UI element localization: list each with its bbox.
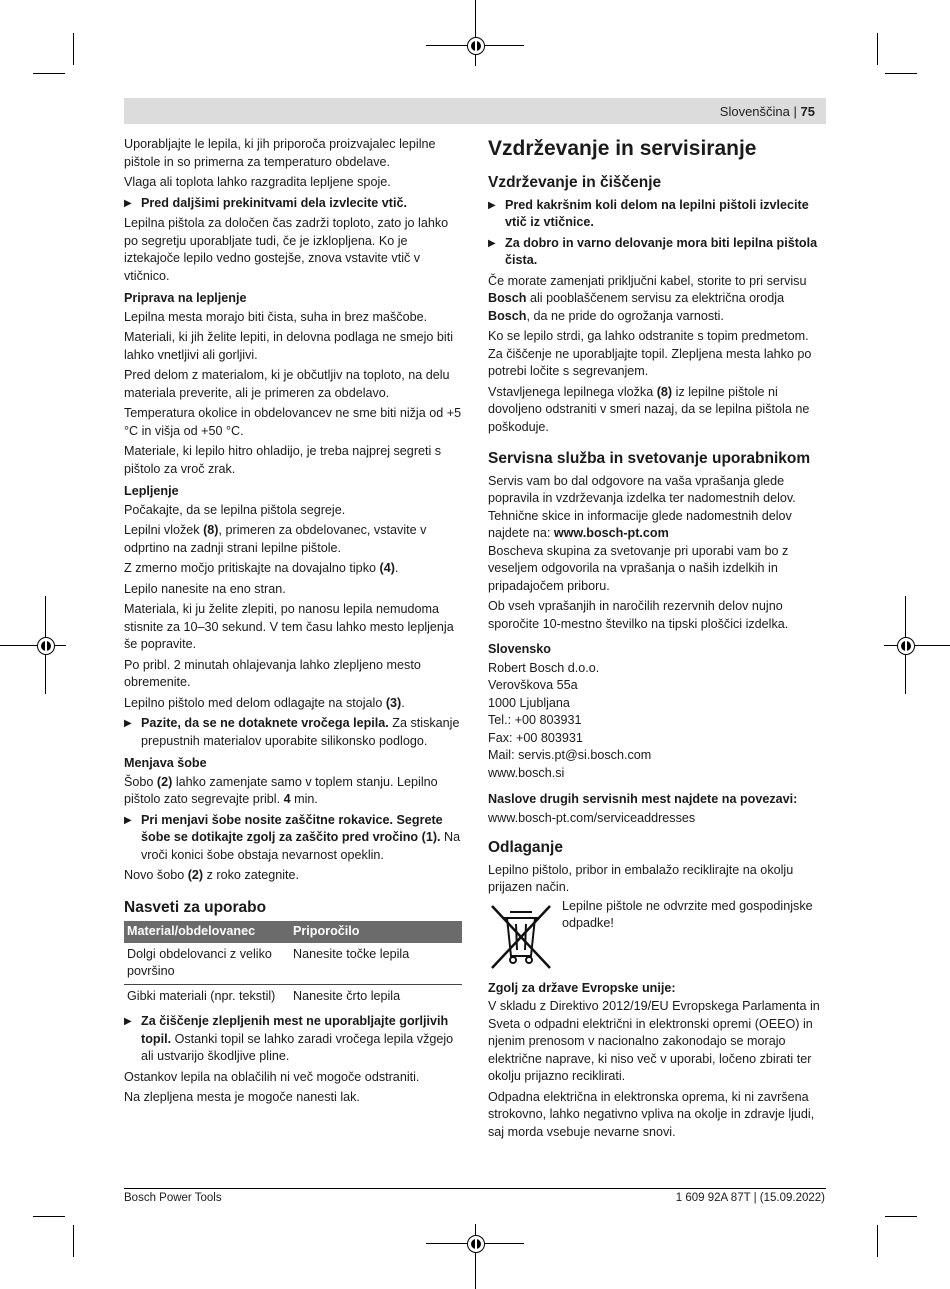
section-heading: Priprava na lepljenje (124, 291, 247, 305)
service-link[interactable]: www.bosch-pt.com (553, 526, 669, 540)
address-line[interactable]: www.bosch.si (488, 765, 565, 780)
section-heading: Lepljenje (124, 484, 179, 498)
address-block (488, 660, 826, 783)
table-row (124, 984, 462, 1008)
section-heading: Vzdrževanje in čiščenje (488, 174, 662, 191)
table-header-cell: Priporočilo (290, 921, 462, 943)
address-line: Verovškova 55a (488, 678, 578, 692)
section-heading: Nasveti za uporabo (124, 898, 267, 916)
paragraph: Ob vseh vprašanjih in naročilih rezervnih delov nujno sporočite 10-mestno številko na tipski ploščici izdelka. (488, 599, 789, 631)
paragraph: Uporabljajte le lepila, ki jih priporoča proizvajalec lepilne pištole in so primerna za temperaturo obdelave. (124, 137, 436, 169)
paragraph: Materiala, ki ju želite zlepiti, po nanosu lepila nemudoma stisnite za 10–30 sekund. V tem času lahko mesto lepljenja še popravite. (124, 602, 454, 651)
paragraph: Če morate zamenjati priključni kabel, storite to pri servisu Bosch ali pooblaščenem servisu za električna orodja Bosch, da ne pride do ogrožanja varnosti. (488, 273, 807, 323)
section-heading: Servisna služba in svetovanje uporabnikom (488, 450, 811, 467)
paragraph: Lepilno pištolo med delom odlagajte na stojalo (3). (124, 695, 405, 710)
paragraph: Boscheva skupina za svetovanje pri uporabi vam bo z veseljem odgovorila na vprašanja o naših izdelkih in pripadajočem priboru. (488, 543, 789, 593)
table-row (124, 943, 462, 985)
warning-bullet: ▶ Za dobro in varno delovanje mora biti lepilna pištola čista. (488, 235, 818, 267)
address-line: Fax: +00 803931 (488, 730, 583, 745)
paragraph: Ko se lepilo strdi, ga lahko odstranite s topim predmetom. Za čiščenje ne uporabljajte topil. Zlepljena mesta lahko po potrebi ločite s segrevanjem. (488, 329, 812, 378)
table-cell: Dolgi obdelovanci z veliko površino (124, 943, 290, 985)
warning-bullet: ▶ Pred kakršnim koli delom na lepilni pištoli izvlecite vtič iz vtičnice. (488, 197, 809, 229)
paragraph: Materiale, ki lepilo hitro ohladijo, je treba najprej segreti s pištolo za vroč zrak. (124, 444, 442, 476)
page-number: 75 (800, 104, 815, 119)
table-cell: Gibki materiali (npr. tekstil) (127, 988, 276, 1003)
section-heading: Odlaganje (488, 839, 563, 856)
section-heading: Naslove drugih servisnih mest najdete na povezavi: (488, 792, 798, 806)
weee-notice (488, 900, 826, 970)
footer-brand: Bosch Power Tools (124, 1192, 222, 1204)
paragraph: Materiali, ki jih želite lepiti, in delovna podlaga ne smejo biti lahko vnetljivi ali gorljivi. (124, 330, 454, 362)
warning-bullet: ▶ Pred daljšimi prekinitvami dela izvlecite vtič. (124, 195, 462, 213)
paragraph: Šobo (2) lahko zamenjate samo v toplem stanju. Lepilno pištolo zato segrevajte pribl. 4 min. (124, 774, 438, 806)
header-language: Slovenščina (719, 104, 790, 119)
registration-mark-icon (467, 37, 485, 55)
weee-text: Lepilne pištole ne odvrzite med gospodinjske odpadke! (562, 898, 813, 930)
paragraph: Novo šobo (2) z roko zategnite. (124, 868, 300, 882)
paragraph: Lepilna mesta morajo biti čista, suha in brez maščobe. (124, 309, 428, 324)
warning-bullet: ▶ Pazite, da se ne dotaknete vročega lepila. Za stiskanje prepustnih materialov uporabite silikonsko podlogo. (124, 716, 460, 748)
page-header (720, 104, 815, 119)
table-header-row (124, 921, 462, 943)
paragraph: Lepilni vložek (8), primeren za obdelovanec, vstavite v odprtino na zadnji strani lepilne pištole. (124, 523, 427, 555)
left-column (124, 136, 462, 1110)
paragraph: Lepilna pištola za določen čas zadrži toploto, zato jo lahko po segretju uporabljate tudi, če je izklopljena. Ko je iztekajoče lepilo vedno gostejše, znova vstavite vtič v vtičnico. (124, 216, 449, 283)
triangle-right-icon: ▶ (124, 1016, 132, 1027)
footer-doc-number: 1 609 92A 87T | (15.09.2022) (675, 1192, 825, 1204)
triangle-right-icon: ▶ (124, 718, 132, 729)
registration-mark-icon (37, 637, 55, 655)
paragraph: Odpadna električna in elektronska oprema, ki ni završena strokovno, lahko negativno vpliva na okolje in zdravje ljudi, saj morda vsebuje nevarne snovi. (488, 1089, 815, 1139)
address-line: Tel.: +00 803931 (488, 713, 582, 727)
registration-mark-icon (897, 637, 915, 655)
crossed-bin-icon (488, 900, 554, 970)
paragraph: Z zmerno močjo pritiskajte na dovajalno tipko (4). (124, 561, 399, 575)
section-heading: Menjava šobe (124, 756, 207, 770)
paragraph: Servis vam bo dal odgovore na vaša vprašanja glede popravila in vzdrževanja izdelka ter nadomestnih delov. Tehnične skice in informacije glede nadomestnih delov najdete na: www.bosch-pt.com (488, 473, 796, 540)
address-line: 1000 Ljubljana (488, 695, 570, 710)
paragraph: Pred delom z materialom, ki je občutljiv na toploto, na delu materiala preverite, ali je primeren za obdelavo. (124, 368, 450, 400)
table-cell: Nanesite črto lepila (293, 988, 401, 1003)
address-line[interactable]: Mail: servis.pt@si.bosch.com (488, 748, 652, 762)
warning-bullet: ▶ Pri menjavi šobe nosite zaščitne rokavice. Segrete šobe se dotikajte zgolj za zaščito pred vročino (1). Na vroči konici šobe obstaja nevarnost opeklin. (124, 812, 461, 862)
triangle-right-icon: ▶ (124, 814, 132, 826)
service-addresses-link[interactable]: www.bosch-pt.com/serviceaddresses (488, 810, 696, 825)
header-separator: | (793, 104, 797, 119)
triangle-right-icon: ▶ (488, 199, 496, 211)
paragraph: Temperatura okolice in obdelovancev ne sme biti nižja od +5 °C in višja od +50 °C. (124, 406, 462, 438)
table-cell: Nanesite točke lepila (290, 943, 462, 985)
section-heading: Zgolj za države Evropske unije: (488, 980, 676, 995)
paragraph: Ostankov lepila na oblačilih ni več mogoče odstraniti. (124, 1069, 420, 1084)
paragraph: Počakajte, da se lepilna pištola segreje. (124, 502, 346, 517)
registration-mark-icon (467, 1235, 485, 1253)
paragraph: Vstavljenega lepilnega vložka (8) iz lepilne pištole ni dovoljeno odstraniti v smeri nazaj, da se lepilna pištola ne poškoduje. (488, 384, 810, 434)
footer-divider (124, 1188, 826, 1189)
triangle-right-icon: ▶ (124, 197, 132, 209)
paragraph: Na zlepljena mesta je mogoče nanesti lak. (124, 1090, 360, 1104)
right-column (488, 136, 826, 1144)
paragraph: Lepilo nanesite na eno stran. (124, 581, 286, 596)
section-heading: Slovensko (488, 642, 551, 656)
paragraph: Vlaga ali toplota lahko razgradita lepljene spoje. (124, 175, 391, 189)
paragraph: V skladu z Direktivo 2012/19/EU Evropskega Parlamenta in Sveta o odpadni električni in elektronski opremi (OEEO) in njenim prenosom v nacionalno zakonodajo se morajo električne naprave, ki niso več v uporabi, ločeno zbirati ter okolju prijazno reciklirati. (488, 999, 820, 1083)
paragraph: Lepilno pištolo, pribor in embalažo reciklirajte na okolju prijazen način. (488, 862, 794, 894)
paragraph: Po pribl. 2 minutah ohlajevanja lahko zlepljeno mesto obremenite. (124, 657, 421, 689)
triangle-right-icon: ▶ (488, 237, 496, 249)
address-line: Robert Bosch d.o.o. (488, 660, 600, 675)
warning-bullet: ▶ Za čiščenje zlepljenih mest ne uporabljajte gorljivih topil. Ostanki topil se lahko zaradi vročega lepila vžgejo ali ustvarijo škodljive pline. (124, 1014, 454, 1063)
tips-table (124, 921, 462, 1008)
chapter-heading: Vzdrževanje in servisiranje (488, 137, 757, 160)
table-header-cell: Material/obdelovanec (124, 921, 290, 943)
